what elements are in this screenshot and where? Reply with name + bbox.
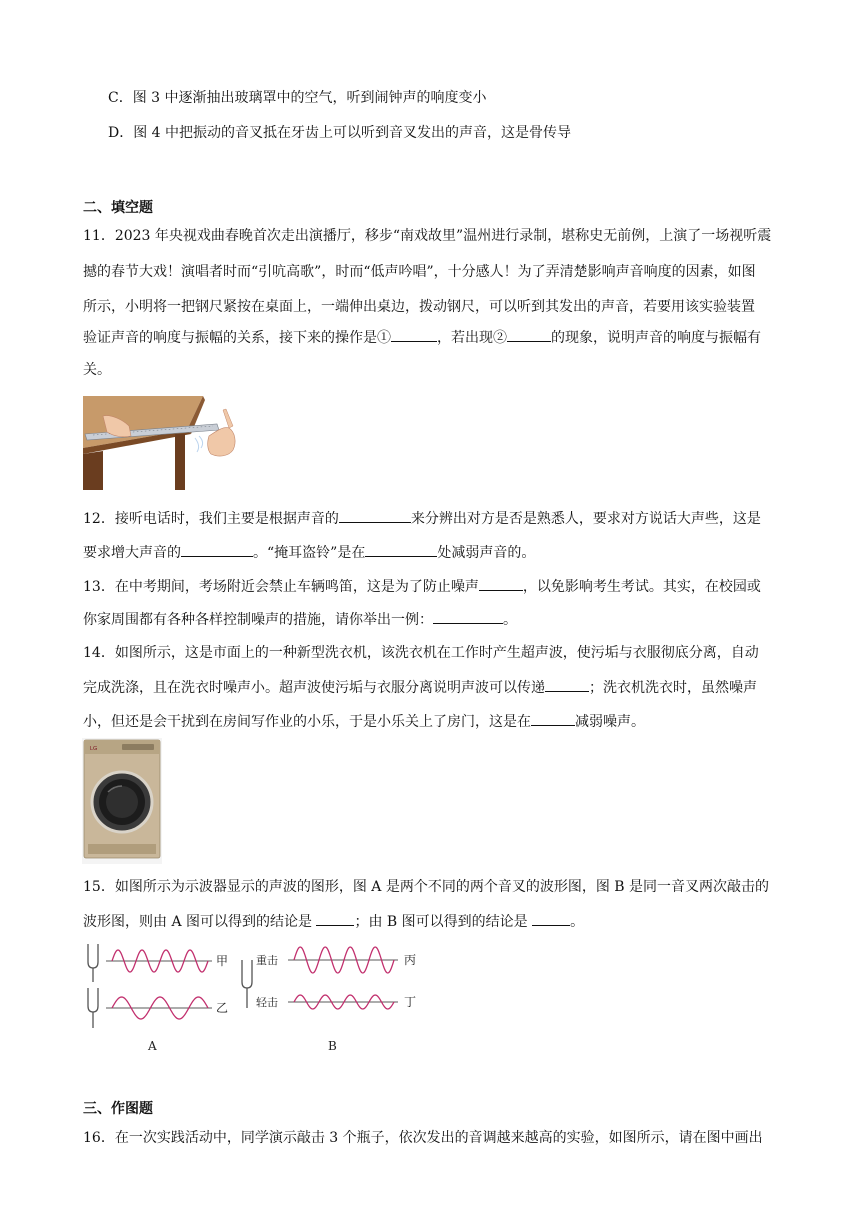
q14-blank-1[interactable]	[545, 677, 589, 692]
q14-text-3a: 小，但还是会干扰到在房间写作业的小乐，于是小乐关上了房门，这是在	[83, 714, 531, 730]
q16-line-1: 16．在一次实践活动中，同学演示敲击 3 个瓶子，依次发出的音调越来越高的实验，如图所示，请在图中画出	[83, 1130, 763, 1146]
q12-blank-3[interactable]	[365, 542, 437, 557]
q14-text-2b: ；洗衣机洗衣时，虽然噪声	[589, 680, 757, 696]
q15-blank-2[interactable]	[532, 911, 570, 926]
q11-line-2: 撼的春节大戏！演唱者时而“引吭高歌”，时而“低声吟唱”，十分感人！为了弄清楚影响声音响度的因素，如图	[83, 264, 756, 280]
q11-text-4c: 的现象，说明声音的响度与振幅有	[551, 330, 761, 346]
q11-blank-1[interactable]	[391, 327, 437, 342]
q13-text-2a: 你家周围都有各种各样控制噪声的措施，请你举出一例：	[83, 612, 433, 628]
q14-line-3	[83, 711, 783, 732]
q11-line-1: 11．2023 年央视戏曲春晚首次走出演播厅，移步“南戏故里”温州进行录制，堪称史无前例，上演了一场视听震	[83, 228, 772, 244]
section-fill-blank-title: 二、填空题	[83, 200, 153, 216]
q12-blank-1[interactable]	[339, 508, 411, 523]
q14-blank-2[interactable]	[531, 711, 575, 726]
q14-text-2a: 完成洗涤，且在洗衣时噪声小。超声波使污垢与衣服分离说明声波可以传递	[83, 680, 545, 696]
q12-line-1	[83, 508, 783, 529]
label-a: A	[148, 1039, 157, 1053]
ruler-on-table-figure	[83, 396, 243, 490]
label-yi: 乙	[216, 1001, 229, 1015]
waveform-figure	[82, 936, 428, 1058]
q15-line-2	[83, 911, 783, 932]
q11-blank-2[interactable]	[507, 327, 551, 342]
label-ding: 丁	[404, 995, 417, 1009]
q13-text-1b: ，以免影响考生考试。其实，在校园或	[522, 579, 761, 595]
q13-text-1a: 13．在中考期间，考场附近会禁止车辆鸣笛，这是为了防止噪声	[83, 579, 479, 595]
q11-line-4	[83, 327, 783, 348]
q15-text-2a: 波形图，则由 A 图可以得到的结论是	[83, 914, 317, 930]
q12-text-2b: 。“掩耳盗铃”是在	[253, 545, 366, 561]
label-light-strike: 轻击	[256, 996, 278, 1009]
q13-text-2b: 。	[503, 612, 517, 628]
q11-line-3: 所示，小明将一把钢尺紧按在桌面上，一端伸出桌边，拨动钢尺，可以听到其发出的声音，若要用该实验装置	[83, 299, 755, 315]
option-c: C．图 3 中逐渐抽出玻璃罩中的空气，听到闹钟声的响度变小	[108, 90, 487, 106]
q12-text-2c: 处减弱声音的。	[437, 545, 536, 561]
q11-text-4a: 验证声音的响度与振幅的关系，接下来的操作是①	[83, 330, 391, 346]
q12-blank-2[interactable]	[181, 542, 253, 557]
label-b: B	[328, 1039, 337, 1053]
brand-logo: LG	[90, 746, 98, 752]
q15-blank-1[interactable]	[316, 911, 354, 926]
label-heavy-strike: 重击	[256, 954, 278, 967]
label-jia: 甲	[216, 954, 229, 968]
option-d: D．图 4 中把振动的音叉抵在牙齿上可以听到音叉发出的声音，这是骨传导	[108, 125, 572, 141]
washing-machine-figure	[82, 738, 162, 864]
q14-line-1: 14．如图所示，这是市面上的一种新型洗衣机，该洗衣机在工作时产生超声波，使污垢与衣服彻底分离，自动	[83, 645, 759, 661]
q13-blank-2[interactable]	[433, 609, 503, 624]
q11-line-5: 关。	[83, 362, 111, 378]
q15-text-2b: ；由 B 图可以得到的结论是	[354, 914, 533, 930]
q11-text-4b: ，若出现②	[437, 330, 507, 346]
q14-text-3b: 减弱噪声。	[575, 714, 645, 730]
tuning-fork-yi-icon	[88, 988, 98, 1028]
q13-blank-1[interactable]	[479, 576, 523, 591]
label-bing: 丙	[404, 953, 417, 967]
q13-line-2	[83, 609, 783, 630]
q13-line-1	[83, 576, 783, 597]
q12-text-1a: 12．接听电话时，我们主要是根据声音的	[83, 511, 339, 527]
section-drawing-title: 三、作图题	[83, 1101, 153, 1117]
q12-text-1b: 来分辨出对方是否是熟悉人，要求对方说话大声些，这是	[410, 511, 761, 527]
tuning-fork-jia-icon	[88, 944, 98, 982]
q12-line-2	[83, 542, 783, 563]
q12-text-2a: 要求增大声音的	[83, 545, 181, 561]
q15-text-2c: 。	[570, 914, 585, 930]
q15-line-1: 15．如图所示为示波器显示的声波的图形，图 A 是两个不同的两个音叉的波形图，图 B 是同一音叉两次敲击的	[83, 879, 770, 895]
tuning-fork-b-icon	[242, 960, 252, 1008]
q14-line-2	[83, 677, 783, 698]
